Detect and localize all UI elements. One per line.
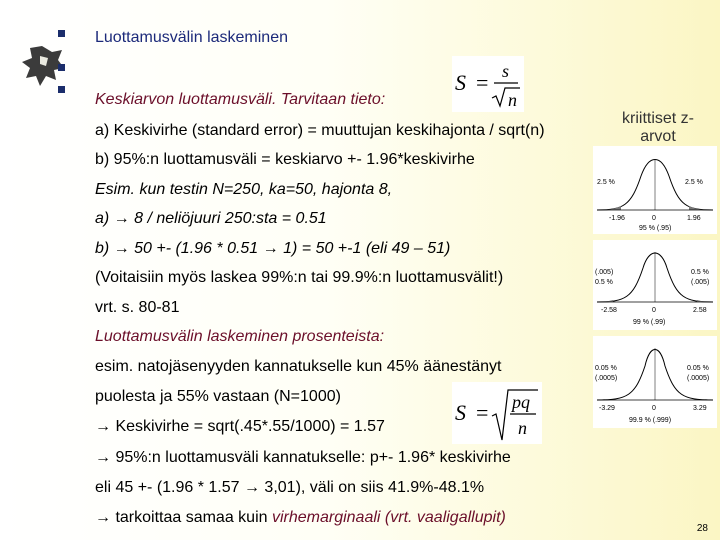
note-99: (Voitaisiin myös laskea 99%:n tai 99.9%:n luottamusvälit!) bbox=[95, 269, 504, 286]
curve95-right-z: 1.96 bbox=[687, 215, 701, 222]
example-step-a bbox=[95, 209, 327, 228]
curve99-left-z: -2.58 bbox=[601, 307, 617, 314]
example-b-text1: 50 +- (1.96 * 0.51 bbox=[129, 240, 263, 257]
normal-curve-95-svg bbox=[593, 146, 717, 234]
curve95-caption: 95 % (.95) bbox=[639, 225, 672, 232]
example-a-prefix: a) bbox=[95, 210, 114, 227]
curve99-left-tail2: 0.5 % bbox=[595, 279, 613, 286]
curve999-center: 0 bbox=[652, 405, 656, 412]
example2-se-text: Keskivirhe = sqrt(.45*.55/1000) = 1.57 bbox=[111, 418, 385, 435]
curve95-left-tail: 2.5 % bbox=[597, 179, 615, 186]
curve999-left-tail2: (.0005) bbox=[595, 375, 618, 382]
normal-curve-95 bbox=[593, 146, 717, 234]
example-a-text: 8 / neliöjuuri 250:sta = 0.51 bbox=[129, 210, 327, 227]
conclusion-line bbox=[95, 508, 506, 527]
arrow-icon: → bbox=[113, 240, 130, 257]
text-line-b: b) 95%:n luottamusväli = keskiarvo +- 1.96*keskivirhe bbox=[95, 151, 475, 168]
curve99-caption: 99 % (.99) bbox=[633, 319, 666, 326]
curve999-right-tail: 0.05 % bbox=[687, 365, 709, 372]
proportion-se-formula bbox=[452, 382, 542, 444]
curve999-caption: 99.9 % (.999) bbox=[629, 417, 672, 424]
arrow-icon: → bbox=[95, 449, 111, 466]
curve99-left-tail: (.005) bbox=[595, 269, 614, 276]
normal-curve-99-svg bbox=[593, 240, 717, 330]
standard-error-formula bbox=[452, 56, 524, 112]
normal-curve-999 bbox=[593, 336, 717, 428]
example-intro: Esim. kun testin N=250, ka=50, hajonta 8, bbox=[95, 181, 393, 198]
curve95-right-tail: 2.5 % bbox=[685, 179, 703, 186]
arrow-icon: → bbox=[243, 479, 260, 496]
svg-text:=: = bbox=[476, 70, 489, 95]
critical-z-label: kriittiset z-arvot bbox=[622, 110, 694, 145]
example2-line2: puolesta ja 55% vastaan (N=1000) bbox=[95, 388, 341, 405]
example2-ci bbox=[95, 448, 511, 467]
curve999-left-z: -3.29 bbox=[599, 405, 615, 412]
example2-result-b: 3,01), väli on siis 41.9%-48.1% bbox=[259, 479, 485, 496]
example-b-text2: 1) = 50 +-1 (eli 49 – 51) bbox=[278, 240, 451, 257]
curve999-left-tail: 0.05 % bbox=[595, 365, 617, 372]
normal-curve-99 bbox=[593, 240, 717, 330]
formula2-denominator: n bbox=[518, 418, 527, 438]
curve95-center: 0 bbox=[652, 215, 656, 222]
arrow-icon: → bbox=[95, 509, 111, 526]
formula-denominator: n bbox=[508, 90, 517, 110]
section-heading-mean-ci: Keskiarvon luottamusväli. Tarvitaan tieto: bbox=[95, 91, 386, 108]
curve95-left-z: -1.96 bbox=[609, 215, 625, 222]
page-number: 28 bbox=[696, 523, 708, 534]
margin-of-error-term: virhemarginaali (vrt. vaaligallupit) bbox=[271, 509, 506, 526]
curve99-right-tail2: (.005) bbox=[691, 279, 710, 286]
page-title: Luottamusvälin laskeminen bbox=[95, 29, 288, 46]
section-heading-percent-ci: Luottamusvälin laskeminen prosenteista: bbox=[95, 328, 385, 345]
curve999-right-z: 3.29 bbox=[693, 405, 707, 412]
example-b-prefix: b) bbox=[95, 240, 114, 257]
formula2-lhs: S bbox=[455, 400, 466, 425]
arrow-icon: → bbox=[262, 240, 279, 257]
example2-ci-text: 95%:n luottamusväli kannatukselle: p+- 1.96* keskivirhe bbox=[111, 449, 511, 466]
example-step-b bbox=[95, 239, 450, 258]
conclusion-prefix: tarkoittaa samaa kuin bbox=[111, 509, 272, 526]
formula2-numerator: pq bbox=[512, 392, 530, 412]
example2-line1: esim. natojäsenyyden kannatukselle kun 45% äänestänyt bbox=[95, 358, 502, 375]
university-logo bbox=[22, 28, 72, 100]
normal-curve-999-svg bbox=[593, 336, 717, 428]
curve99-right-z: 2.58 bbox=[693, 307, 707, 314]
curve99-center: 0 bbox=[652, 307, 656, 314]
example2-se bbox=[95, 417, 385, 436]
svg-text:=: = bbox=[476, 400, 489, 425]
example2-result-a: eli 45 +- (1.96 * 1.57 bbox=[95, 479, 244, 496]
curve99-right-tail: 0.5 % bbox=[691, 269, 709, 276]
example2-result bbox=[95, 478, 484, 497]
formula-numerator: s bbox=[502, 61, 510, 81]
curve999-right-tail2: (.0005) bbox=[687, 375, 710, 382]
arrow-icon: → bbox=[113, 210, 130, 227]
arrow-icon: → bbox=[95, 418, 111, 435]
text-line-a: a) Keskivirhe (standard error) = muuttujan keskihajonta / sqrt(n) bbox=[95, 122, 545, 139]
page-reference: vrt. s. 80-81 bbox=[95, 299, 180, 316]
formula-lhs: S bbox=[455, 70, 466, 95]
